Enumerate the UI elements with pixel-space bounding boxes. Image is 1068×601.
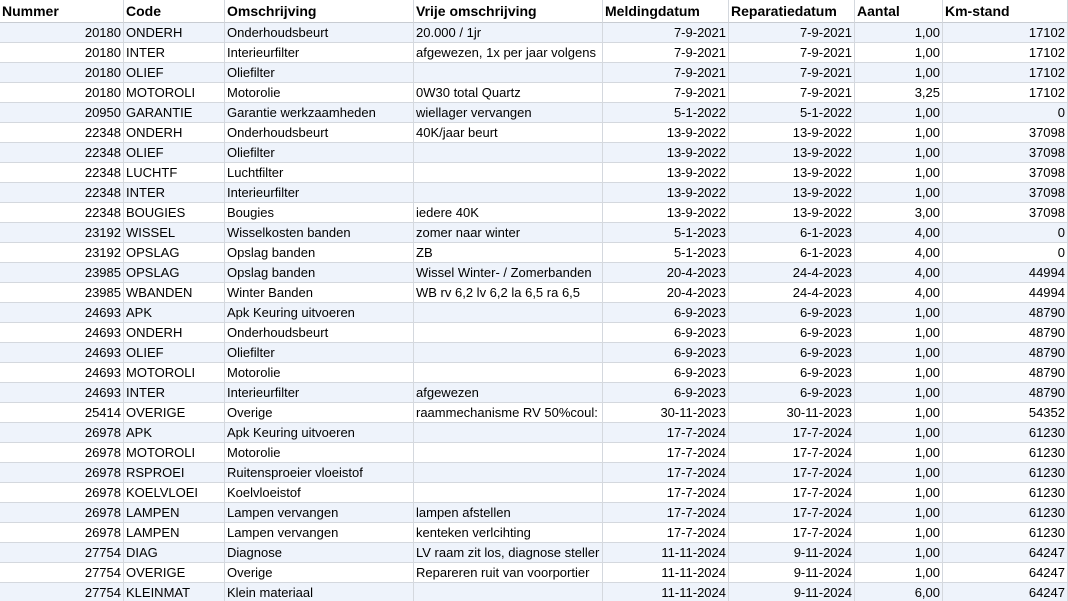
cell-code[interactable]: INTER	[124, 383, 225, 403]
table-row[interactable]	[0, 223, 1068, 243]
cell-omschrijving[interactable]: Wisselkosten banden	[225, 223, 414, 243]
cell-aantal[interactable]: 3,00	[855, 203, 943, 223]
table-row[interactable]	[0, 263, 1068, 283]
cell-reparatiedatum[interactable]: 17-7-2024	[729, 423, 855, 443]
cell-km-stand[interactable]: 64247	[943, 543, 1068, 563]
cell-aantal[interactable]: 1,00	[855, 63, 943, 83]
table-row[interactable]	[0, 443, 1068, 463]
cell-meldingdatum[interactable]: 17-7-2024	[603, 443, 729, 463]
cell-omschrijving[interactable]: Interieurfilter	[225, 183, 414, 203]
cell-omschrijving[interactable]: Lampen vervangen	[225, 503, 414, 523]
cell-code[interactable]: APK	[124, 423, 225, 443]
cell-omschrijving[interactable]: Koelvloeistof	[225, 483, 414, 503]
cell-meldingdatum[interactable]: 11-11-2024	[603, 543, 729, 563]
cell-vrije-omschrijving[interactable]: ZB	[414, 243, 603, 263]
table-row[interactable]	[0, 23, 1068, 43]
cell-aantal[interactable]: 1,00	[855, 343, 943, 363]
cell-meldingdatum[interactable]: 17-7-2024	[603, 463, 729, 483]
cell-code[interactable]: WISSEL	[124, 223, 225, 243]
cell-meldingdatum[interactable]: 17-7-2024	[603, 523, 729, 543]
cell-vrije-omschrijving[interactable]: wiellager vervangen	[414, 103, 603, 123]
table-row[interactable]	[0, 383, 1068, 403]
cell-aantal[interactable]: 1,00	[855, 383, 943, 403]
cell-omschrijving[interactable]: Oliefilter	[225, 63, 414, 83]
cell-vrije-omschrijving[interactable]	[414, 583, 603, 601]
column-header-nummer[interactable]: Nummer	[0, 0, 124, 23]
cell-aantal[interactable]: 1,00	[855, 503, 943, 523]
cell-aantal[interactable]: 1,00	[855, 543, 943, 563]
cell-omschrijving[interactable]: Motorolie	[225, 363, 414, 383]
cell-vrije-omschrijving[interactable]	[414, 423, 603, 443]
cell-aantal[interactable]: 1,00	[855, 23, 943, 43]
cell-aantal[interactable]: 1,00	[855, 443, 943, 463]
cell-vrije-omschrijving[interactable]: iedere 40K	[414, 203, 603, 223]
cell-km-stand[interactable]: 48790	[943, 383, 1068, 403]
cell-omschrijving[interactable]: Apk Keuring uitvoeren	[225, 303, 414, 323]
column-header-km-stand[interactable]: Km-stand	[943, 0, 1068, 23]
cell-omschrijving[interactable]: Interieurfilter	[225, 43, 414, 63]
cell-vrije-omschrijving[interactable]	[414, 143, 603, 163]
table-row[interactable]	[0, 303, 1068, 323]
cell-vrije-omschrijving[interactable]	[414, 363, 603, 383]
cell-km-stand[interactable]: 44994	[943, 263, 1068, 283]
cell-meldingdatum[interactable]: 6-9-2023	[603, 343, 729, 363]
cell-reparatiedatum[interactable]: 13-9-2022	[729, 123, 855, 143]
cell-omschrijving[interactable]: Overige	[225, 563, 414, 583]
cell-omschrijving[interactable]: Onderhoudsbeurt	[225, 123, 414, 143]
table-row[interactable]	[0, 363, 1068, 383]
cell-meldingdatum[interactable]: 13-9-2022	[603, 183, 729, 203]
cell-reparatiedatum[interactable]: 24-4-2023	[729, 263, 855, 283]
cell-meldingdatum[interactable]: 13-9-2022	[603, 163, 729, 183]
table-row[interactable]	[0, 63, 1068, 83]
table-row[interactable]	[0, 323, 1068, 343]
cell-reparatiedatum[interactable]: 17-7-2024	[729, 463, 855, 483]
cell-meldingdatum[interactable]: 13-9-2022	[603, 143, 729, 163]
cell-omschrijving[interactable]: Winter Banden	[225, 283, 414, 303]
cell-vrije-omschrijving[interactable]	[414, 443, 603, 463]
cell-nummer[interactable]: 26978	[0, 443, 124, 463]
cell-code[interactable]: OLIEF	[124, 343, 225, 363]
cell-code[interactable]: GARANTIE	[124, 103, 225, 123]
table-row[interactable]	[0, 143, 1068, 163]
cell-km-stand[interactable]: 37098	[943, 123, 1068, 143]
cell-vrije-omschrijving[interactable]: 40K/jaar beurt	[414, 123, 603, 143]
cell-vrije-omschrijving[interactable]	[414, 163, 603, 183]
cell-vrije-omschrijving[interactable]: kenteken verlcihting	[414, 523, 603, 543]
cell-nummer[interactable]: 26978	[0, 463, 124, 483]
table-row[interactable]	[0, 583, 1068, 601]
cell-code[interactable]: ONDERH	[124, 123, 225, 143]
cell-reparatiedatum[interactable]: 30-11-2023	[729, 403, 855, 423]
column-header-vrije-omschrijving[interactable]: Vrije omschrijving	[414, 0, 603, 23]
cell-vrije-omschrijving[interactable]	[414, 343, 603, 363]
cell-aantal[interactable]: 1,00	[855, 363, 943, 383]
cell-nummer[interactable]: 25414	[0, 403, 124, 423]
cell-aantal[interactable]: 1,00	[855, 163, 943, 183]
cell-vrije-omschrijving[interactable]	[414, 63, 603, 83]
column-header-omschrijving[interactable]: Omschrijving	[225, 0, 414, 23]
cell-meldingdatum[interactable]: 11-11-2024	[603, 563, 729, 583]
cell-reparatiedatum[interactable]: 6-9-2023	[729, 363, 855, 383]
cell-aantal[interactable]: 4,00	[855, 283, 943, 303]
cell-vrije-omschrijving[interactable]: afgewezen, 1x per jaar volgens	[414, 43, 603, 63]
cell-meldingdatum[interactable]: 30-11-2023	[603, 403, 729, 423]
cell-aantal[interactable]: 1,00	[855, 123, 943, 143]
table-row[interactable]	[0, 123, 1068, 143]
cell-nummer[interactable]: 20180	[0, 83, 124, 103]
cell-nummer[interactable]: 22348	[0, 143, 124, 163]
cell-km-stand[interactable]: 61230	[943, 503, 1068, 523]
cell-km-stand[interactable]: 61230	[943, 423, 1068, 443]
cell-km-stand[interactable]: 37098	[943, 143, 1068, 163]
cell-omschrijving[interactable]: Onderhoudsbeurt	[225, 323, 414, 343]
cell-meldingdatum[interactable]: 7-9-2021	[603, 83, 729, 103]
cell-aantal[interactable]: 1,00	[855, 183, 943, 203]
cell-aantal[interactable]: 4,00	[855, 263, 943, 283]
cell-meldingdatum[interactable]: 5-1-2023	[603, 243, 729, 263]
cell-nummer[interactable]: 20180	[0, 23, 124, 43]
cell-omschrijving[interactable]: Motorolie	[225, 83, 414, 103]
cell-reparatiedatum[interactable]: 6-9-2023	[729, 323, 855, 343]
cell-meldingdatum[interactable]: 17-7-2024	[603, 423, 729, 443]
cell-nummer[interactable]: 22348	[0, 123, 124, 143]
cell-vrije-omschrijving[interactable]	[414, 303, 603, 323]
cell-nummer[interactable]: 24693	[0, 383, 124, 403]
cell-km-stand[interactable]: 54352	[943, 403, 1068, 423]
cell-aantal[interactable]: 1,00	[855, 103, 943, 123]
cell-omschrijving[interactable]: Opslag banden	[225, 263, 414, 283]
cell-aantal[interactable]: 1,00	[855, 523, 943, 543]
cell-reparatiedatum[interactable]: 17-7-2024	[729, 443, 855, 463]
cell-nummer[interactable]: 23985	[0, 263, 124, 283]
cell-nummer[interactable]: 24693	[0, 363, 124, 383]
cell-code[interactable]: MOTOROLI	[124, 443, 225, 463]
cell-vrije-omschrijving[interactable]: Wissel Winter- / Zomerbanden	[414, 263, 603, 283]
table-row[interactable]	[0, 283, 1068, 303]
cell-aantal[interactable]: 1,00	[855, 143, 943, 163]
cell-nummer[interactable]: 24693	[0, 343, 124, 363]
cell-reparatiedatum[interactable]: 6-1-2023	[729, 223, 855, 243]
cell-omschrijving[interactable]: Motorolie	[225, 443, 414, 463]
table-row[interactable]	[0, 483, 1068, 503]
cell-vrije-omschrijving[interactable]: raammechanisme RV 50%coul:	[414, 403, 603, 423]
cell-km-stand[interactable]: 0	[943, 243, 1068, 263]
cell-reparatiedatum[interactable]: 17-7-2024	[729, 503, 855, 523]
cell-omschrijving[interactable]: Opslag banden	[225, 243, 414, 263]
cell-km-stand[interactable]: 17102	[943, 23, 1068, 43]
cell-vrije-omschrijving[interactable]: lampen afstellen	[414, 503, 603, 523]
cell-reparatiedatum[interactable]: 13-9-2022	[729, 163, 855, 183]
cell-meldingdatum[interactable]: 11-11-2024	[603, 583, 729, 601]
cell-km-stand[interactable]: 64247	[943, 563, 1068, 583]
cell-vrije-omschrijving[interactable]	[414, 463, 603, 483]
cell-nummer[interactable]: 23192	[0, 243, 124, 263]
cell-aantal[interactable]: 1,00	[855, 423, 943, 443]
cell-code[interactable]: OVERIGE	[124, 403, 225, 423]
cell-code[interactable]: ONDERH	[124, 323, 225, 343]
cell-meldingdatum[interactable]: 6-9-2023	[603, 383, 729, 403]
cell-aantal[interactable]: 1,00	[855, 43, 943, 63]
cell-omschrijving[interactable]: Garantie werkzaamheden	[225, 103, 414, 123]
cell-code[interactable]: MOTOROLI	[124, 363, 225, 383]
cell-omschrijving[interactable]: Lampen vervangen	[225, 523, 414, 543]
cell-meldingdatum[interactable]: 17-7-2024	[603, 483, 729, 503]
cell-km-stand[interactable]: 48790	[943, 303, 1068, 323]
cell-aantal[interactable]: 1,00	[855, 463, 943, 483]
cell-code[interactable]: WBANDEN	[124, 283, 225, 303]
cell-omschrijving[interactable]: Oliefilter	[225, 143, 414, 163]
table-row[interactable]	[0, 463, 1068, 483]
cell-reparatiedatum[interactable]: 9-11-2024	[729, 583, 855, 601]
cell-code[interactable]: LUCHTF	[124, 163, 225, 183]
cell-nummer[interactable]: 20180	[0, 63, 124, 83]
cell-nummer[interactable]: 22348	[0, 183, 124, 203]
cell-code[interactable]: ONDERH	[124, 23, 225, 43]
cell-meldingdatum[interactable]: 6-9-2023	[603, 363, 729, 383]
cell-aantal[interactable]: 1,00	[855, 403, 943, 423]
column-header-code[interactable]: Code	[124, 0, 225, 23]
table-row[interactable]	[0, 43, 1068, 63]
cell-aantal[interactable]: 4,00	[855, 223, 943, 243]
cell-km-stand[interactable]: 37098	[943, 183, 1068, 203]
cell-aantal[interactable]: 3,25	[855, 83, 943, 103]
table-row[interactable]	[0, 523, 1068, 543]
cell-reparatiedatum[interactable]: 7-9-2021	[729, 43, 855, 63]
cell-meldingdatum[interactable]: 20-4-2023	[603, 263, 729, 283]
column-header-reparatiedatum[interactable]: Reparatiedatum	[729, 0, 855, 23]
cell-reparatiedatum[interactable]: 13-9-2022	[729, 143, 855, 163]
cell-code[interactable]: OLIEF	[124, 63, 225, 83]
cell-reparatiedatum[interactable]: 6-9-2023	[729, 343, 855, 363]
cell-aantal[interactable]: 4,00	[855, 243, 943, 263]
cell-km-stand[interactable]: 48790	[943, 323, 1068, 343]
cell-meldingdatum[interactable]: 17-7-2024	[603, 503, 729, 523]
table-body	[0, 23, 1068, 601]
cell-nummer[interactable]: 27754	[0, 563, 124, 583]
cell-code[interactable]: INTER	[124, 43, 225, 63]
cell-km-stand[interactable]: 48790	[943, 363, 1068, 383]
table-row[interactable]	[0, 563, 1068, 583]
cell-omschrijving[interactable]: Klein materiaal	[225, 583, 414, 601]
cell-code[interactable]: APK	[124, 303, 225, 323]
cell-nummer[interactable]: 20950	[0, 103, 124, 123]
table-row[interactable]	[0, 83, 1068, 103]
cell-reparatiedatum[interactable]: 9-11-2024	[729, 563, 855, 583]
cell-aantal[interactable]: 6,00	[855, 583, 943, 601]
cell-km-stand[interactable]: 0	[943, 223, 1068, 243]
cell-aantal[interactable]: 1,00	[855, 483, 943, 503]
cell-nummer[interactable]: 26978	[0, 483, 124, 503]
cell-nummer[interactable]: 27754	[0, 583, 124, 601]
cell-code[interactable]: KLEINMAT	[124, 583, 225, 601]
cell-vrije-omschrijving[interactable]: WB rv 6,2 lv 6,2 la 6,5 ra 6,5	[414, 283, 603, 303]
cell-km-stand[interactable]: 17102	[943, 83, 1068, 103]
cell-meldingdatum[interactable]: 6-9-2023	[603, 323, 729, 343]
cell-aantal[interactable]: 1,00	[855, 323, 943, 343]
cell-reparatiedatum[interactable]: 17-7-2024	[729, 523, 855, 543]
table-row[interactable]	[0, 163, 1068, 183]
cell-omschrijving[interactable]: Overige	[225, 403, 414, 423]
table-row[interactable]	[0, 543, 1068, 563]
cell-omschrijving[interactable]: Bougies	[225, 203, 414, 223]
cell-meldingdatum[interactable]: 20-4-2023	[603, 283, 729, 303]
cell-vrije-omschrijving[interactable]	[414, 483, 603, 503]
cell-km-stand[interactable]: 0	[943, 103, 1068, 123]
cell-omschrijving[interactable]: Ruitensproeier vloeistof	[225, 463, 414, 483]
table-row[interactable]	[0, 243, 1068, 263]
cell-code[interactable]: OPSLAG	[124, 263, 225, 283]
cell-km-stand[interactable]: 17102	[943, 63, 1068, 83]
cell-meldingdatum[interactable]: 13-9-2022	[603, 203, 729, 223]
cell-reparatiedatum[interactable]: 17-7-2024	[729, 483, 855, 503]
cell-nummer[interactable]: 24693	[0, 323, 124, 343]
table-row[interactable]	[0, 403, 1068, 423]
cell-vrije-omschrijving[interactable]	[414, 323, 603, 343]
cell-meldingdatum[interactable]: 6-9-2023	[603, 303, 729, 323]
cell-nummer[interactable]: 26978	[0, 423, 124, 443]
cell-code[interactable]: RSPROEI	[124, 463, 225, 483]
cell-code[interactable]: OLIEF	[124, 143, 225, 163]
cell-vrije-omschrijving[interactable]: 0W30 total Quartz	[414, 83, 603, 103]
cell-code[interactable]: KOELVLOEI	[124, 483, 225, 503]
cell-km-stand[interactable]: 61230	[943, 443, 1068, 463]
cell-code[interactable]: LAMPEN	[124, 523, 225, 543]
cell-code[interactable]: OPSLAG	[124, 243, 225, 263]
cell-reparatiedatum[interactable]: 9-11-2024	[729, 543, 855, 563]
cell-vrije-omschrijving[interactable]: afgewezen	[414, 383, 603, 403]
cell-nummer[interactable]: 26978	[0, 523, 124, 543]
cell-meldingdatum[interactable]: 7-9-2021	[603, 23, 729, 43]
table-row[interactable]	[0, 503, 1068, 523]
header-row	[0, 0, 1068, 23]
cell-aantal[interactable]: 1,00	[855, 303, 943, 323]
cell-nummer[interactable]: 22348	[0, 163, 124, 183]
column-header-aantal[interactable]: Aantal	[855, 0, 943, 23]
cell-reparatiedatum[interactable]: 7-9-2021	[729, 23, 855, 43]
cell-vrije-omschrijving[interactable]: 20.000 / 1jr	[414, 23, 603, 43]
cell-meldingdatum[interactable]: 5-1-2022	[603, 103, 729, 123]
cell-code[interactable]: MOTOROLI	[124, 83, 225, 103]
table-row[interactable]	[0, 183, 1068, 203]
table-row[interactable]	[0, 103, 1068, 123]
cell-nummer[interactable]: 22348	[0, 203, 124, 223]
table-row[interactable]	[0, 343, 1068, 363]
cell-meldingdatum[interactable]: 5-1-2023	[603, 223, 729, 243]
cell-code[interactable]: INTER	[124, 183, 225, 203]
cell-vrije-omschrijving[interactable]	[414, 183, 603, 203]
cell-reparatiedatum[interactable]: 6-9-2023	[729, 383, 855, 403]
cell-code[interactable]: OVERIGE	[124, 563, 225, 583]
cell-code[interactable]: DIAG	[124, 543, 225, 563]
cell-km-stand[interactable]: 44994	[943, 283, 1068, 303]
cell-omschrijving[interactable]: Diagnose	[225, 543, 414, 563]
cell-code[interactable]: BOUGIES	[124, 203, 225, 223]
cell-aantal[interactable]: 1,00	[855, 563, 943, 583]
cell-km-stand[interactable]: 61230	[943, 523, 1068, 543]
cell-code[interactable]: LAMPEN	[124, 503, 225, 523]
cell-reparatiedatum[interactable]: 6-9-2023	[729, 303, 855, 323]
cell-reparatiedatum[interactable]: 7-9-2021	[729, 83, 855, 103]
cell-km-stand[interactable]: 61230	[943, 483, 1068, 503]
cell-reparatiedatum[interactable]: 5-1-2022	[729, 103, 855, 123]
cell-nummer[interactable]: 27754	[0, 543, 124, 563]
column-header-meldingdatum[interactable]: Meldingdatum	[603, 0, 729, 23]
cell-omschrijving[interactable]: Onderhoudsbeurt	[225, 23, 414, 43]
cell-reparatiedatum[interactable]: 13-9-2022	[729, 203, 855, 223]
table-row[interactable]	[0, 203, 1068, 223]
cell-vrije-omschrijving[interactable]: Repareren ruit van voorportier	[414, 563, 603, 583]
cell-meldingdatum[interactable]: 7-9-2021	[603, 43, 729, 63]
cell-nummer[interactable]: 26978	[0, 503, 124, 523]
cell-omschrijving[interactable]: Oliefilter	[225, 343, 414, 363]
cell-nummer[interactable]: 24693	[0, 303, 124, 323]
cell-km-stand[interactable]: 48790	[943, 343, 1068, 363]
cell-km-stand[interactable]: 37098	[943, 203, 1068, 223]
cell-nummer[interactable]: 23985	[0, 283, 124, 303]
cell-reparatiedatum[interactable]: 7-9-2021	[729, 63, 855, 83]
table-row[interactable]	[0, 423, 1068, 443]
cell-nummer[interactable]: 23192	[0, 223, 124, 243]
cell-reparatiedatum[interactable]: 13-9-2022	[729, 183, 855, 203]
cell-meldingdatum[interactable]: 7-9-2021	[603, 63, 729, 83]
cell-km-stand[interactable]: 17102	[943, 43, 1068, 63]
cell-nummer[interactable]: 20180	[0, 43, 124, 63]
cell-reparatiedatum[interactable]: 24-4-2023	[729, 283, 855, 303]
cell-meldingdatum[interactable]: 13-9-2022	[603, 123, 729, 143]
cell-km-stand[interactable]: 37098	[943, 163, 1068, 183]
cell-omschrijving[interactable]: Interieurfilter	[225, 383, 414, 403]
cell-km-stand[interactable]: 64247	[943, 583, 1068, 601]
cell-vrije-omschrijving[interactable]: zomer naar winter	[414, 223, 603, 243]
cell-omschrijving[interactable]: Apk Keuring uitvoeren	[225, 423, 414, 443]
cell-vrije-omschrijving[interactable]: LV raam zit los, diagnose steller	[414, 543, 603, 563]
cell-reparatiedatum[interactable]: 6-1-2023	[729, 243, 855, 263]
cell-omschrijving[interactable]: Luchtfilter	[225, 163, 414, 183]
cell-km-stand[interactable]: 61230	[943, 463, 1068, 483]
